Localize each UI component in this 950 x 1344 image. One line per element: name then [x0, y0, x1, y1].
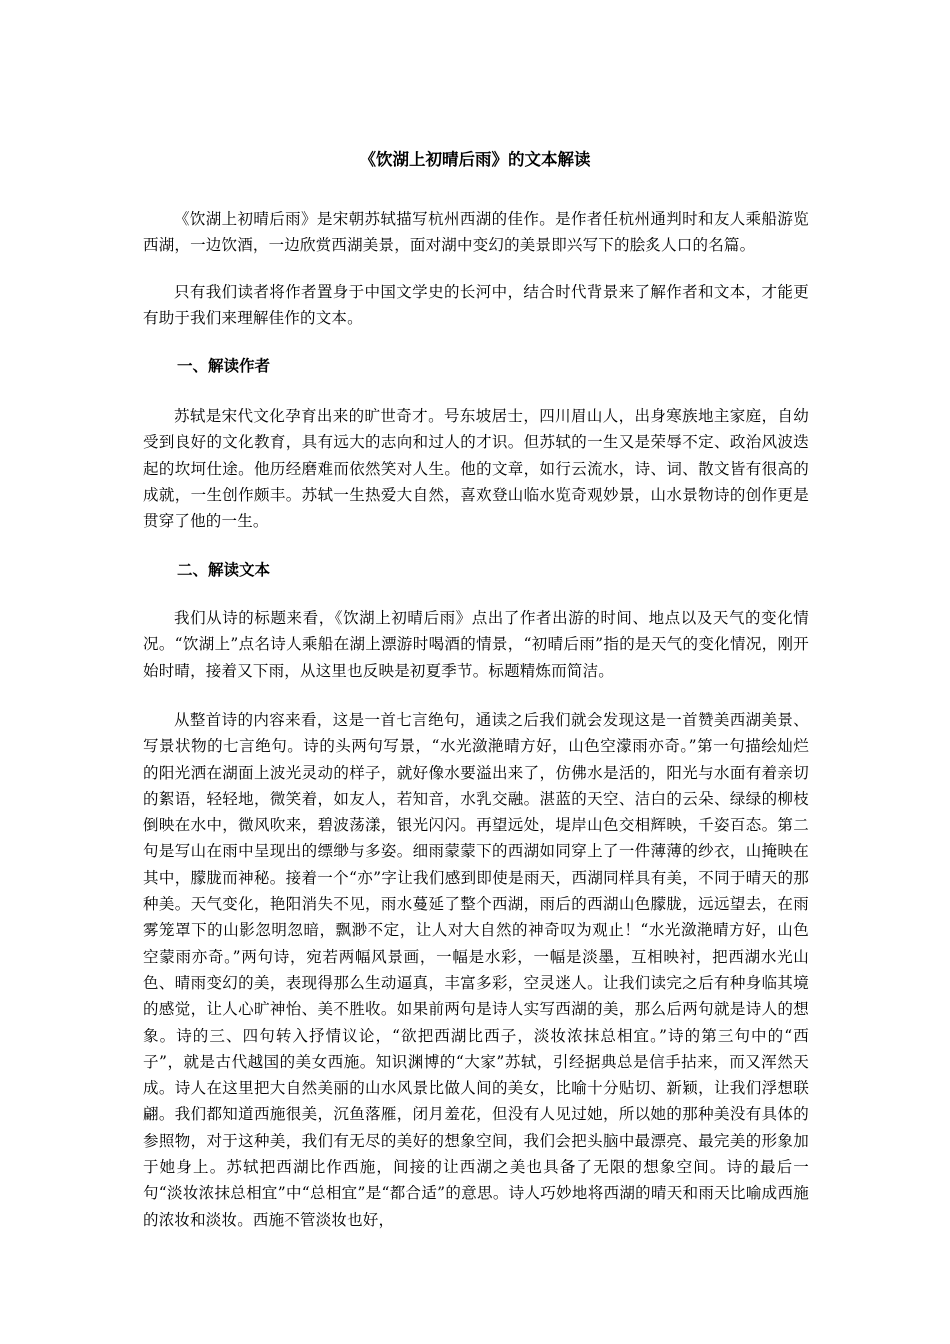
section-heading-text: 二、解读文本	[177, 561, 271, 579]
intro-paragraph-2: 只有我们读者将作者置身于中国文学史的长河中，结合时代背景来了解作者和文本，才能更有助于我们来理解佳作的文本。	[143, 283, 809, 328]
author-paragraph: 苏轼是宋代文化孕育出来的旷世奇才。号东坡居士，四川眉山人，出身寒族地主家庭，自幼受到良好的文化教育，具有远大的志向和过人的才识。但苏轼的一生又是荣辱不定、政治风波迭起的坎坷仕途。他历经磨难而依然笑对人生。他的文章，如行云流水，诗、词、散文皆有很高的成就，一生创作颇丰。苏轼一生热爱大自然，喜欢登山临水览奇观妙景，山水景物诗的创作更是贯穿了他的一生。	[143, 407, 809, 531]
section-heading-author: 一、解读作者	[177, 357, 271, 375]
text-paragraph-title-analysis: 我们从诗的标题来看，《饮湖上初晴后雨》点出了作者出游的时间、地点以及天气的变化情况。“饮湖上”点名诗人乘船在湖上漂游时喝酒的情景，“初晴后雨”指的是天气的变化情况，刚开始时晴，接着又下雨，从这里也反映是初夏季节。标题精炼而简洁。	[143, 609, 809, 680]
intro-paragraph-1: 《饮湖上初晴后雨》是宋朝苏轼描写杭州西湖的佳作。是作者任杭州通判时和友人乘船游览西湖，一边饮酒，一边欣赏西湖美景，面对湖中变幻的美景即兴写下的脍炙人口的名篇。	[143, 210, 809, 255]
document-title: 《饮湖上初晴后雨》的文本解读	[359, 150, 591, 169]
text-paragraph-content-analysis: 从整首诗的内容来看，这是一首七言绝句，通读之后我们就会发现这是一首赞美西湖美景、写景状物的七言绝句。诗的头两句写景，“水光潋滟晴方好，山色空濛雨亦奇。”第一句描绘灿烂的阳光洒在湖面上波光灵动的样子，就好像水要溢出来了，仿佛水是活的，阳光与水面有着亲切的絮语，轻轻地，微笑着，如友人，若知音，水乳交融。湛蓝的天空、洁白的云朵、绿绿的柳枝倒映在水中，微风吹来，碧波荡漾，银光闪闪。再望远处，堤岸山色交相辉映，千姿百态。第二句是写山在雨中呈现出的缥缈与多姿。细雨蒙蒙下的西湖如同穿上了一件薄薄的纱衣，山掩映在其中，朦胧而神秘。接着一个“亦”字让我们感到即使是雨天，西湖同样具有美，不同于晴天的那种美。天气变化，艳阳消失不见，雨水蔓延了整个西湖，雨后的西湖山色朦胧，远远望去，在雨雾笼罩下的山影忽明忽暗，飘渺不定，让人对大自然的神奇叹为观止！“水光潋滟晴方好，山色空蒙雨亦奇。”两句诗，宛若两幅风景画，一幅是水彩，一幅是淡墨，互相映衬，把西湖水光山色、晴雨变幻的美，表现得那么生动逼真，丰富多彩，空灵迷人。让我们读完之后有种身临其境的感觉，让人心旷神怡、美不胜收。如果前两句是诗人实写西湖的美，那么后两句就是诗人的想象。诗的三、四句转入抒情议论，“欲把西湖比西子，淡妆浓抹总相宜。”诗的第三句中的“西子”，就是古代越国的美女西施。知识渊博的“大家”苏轼，引经据典总是信手拈来，而又浑然天成。诗人在这里把大自然美丽的山水风景比做人间的美女，比喻十分贴切、新颖，让我们浮想联翩。我们都知道西施很美，沉鱼落雁，闭月羞花，但没有人见过她，所以她的那种美没有具体的参照物，对于这种美，我们有无尽的美好的想象空间，我们会把头脑中最漂亮、最完美的形象加于她身上。苏轼把西湖比作西施，间接的让西湖之美也具备了无限的想象空间。诗的最后一句“淡妆浓抹总相宜”中“总相宜”是“都合适”的意思。诗人巧妙地将西湖的晴天和雨天比喻成西施的浓妆和淡妆。西施不管淡妆也好，	[143, 711, 809, 1229]
